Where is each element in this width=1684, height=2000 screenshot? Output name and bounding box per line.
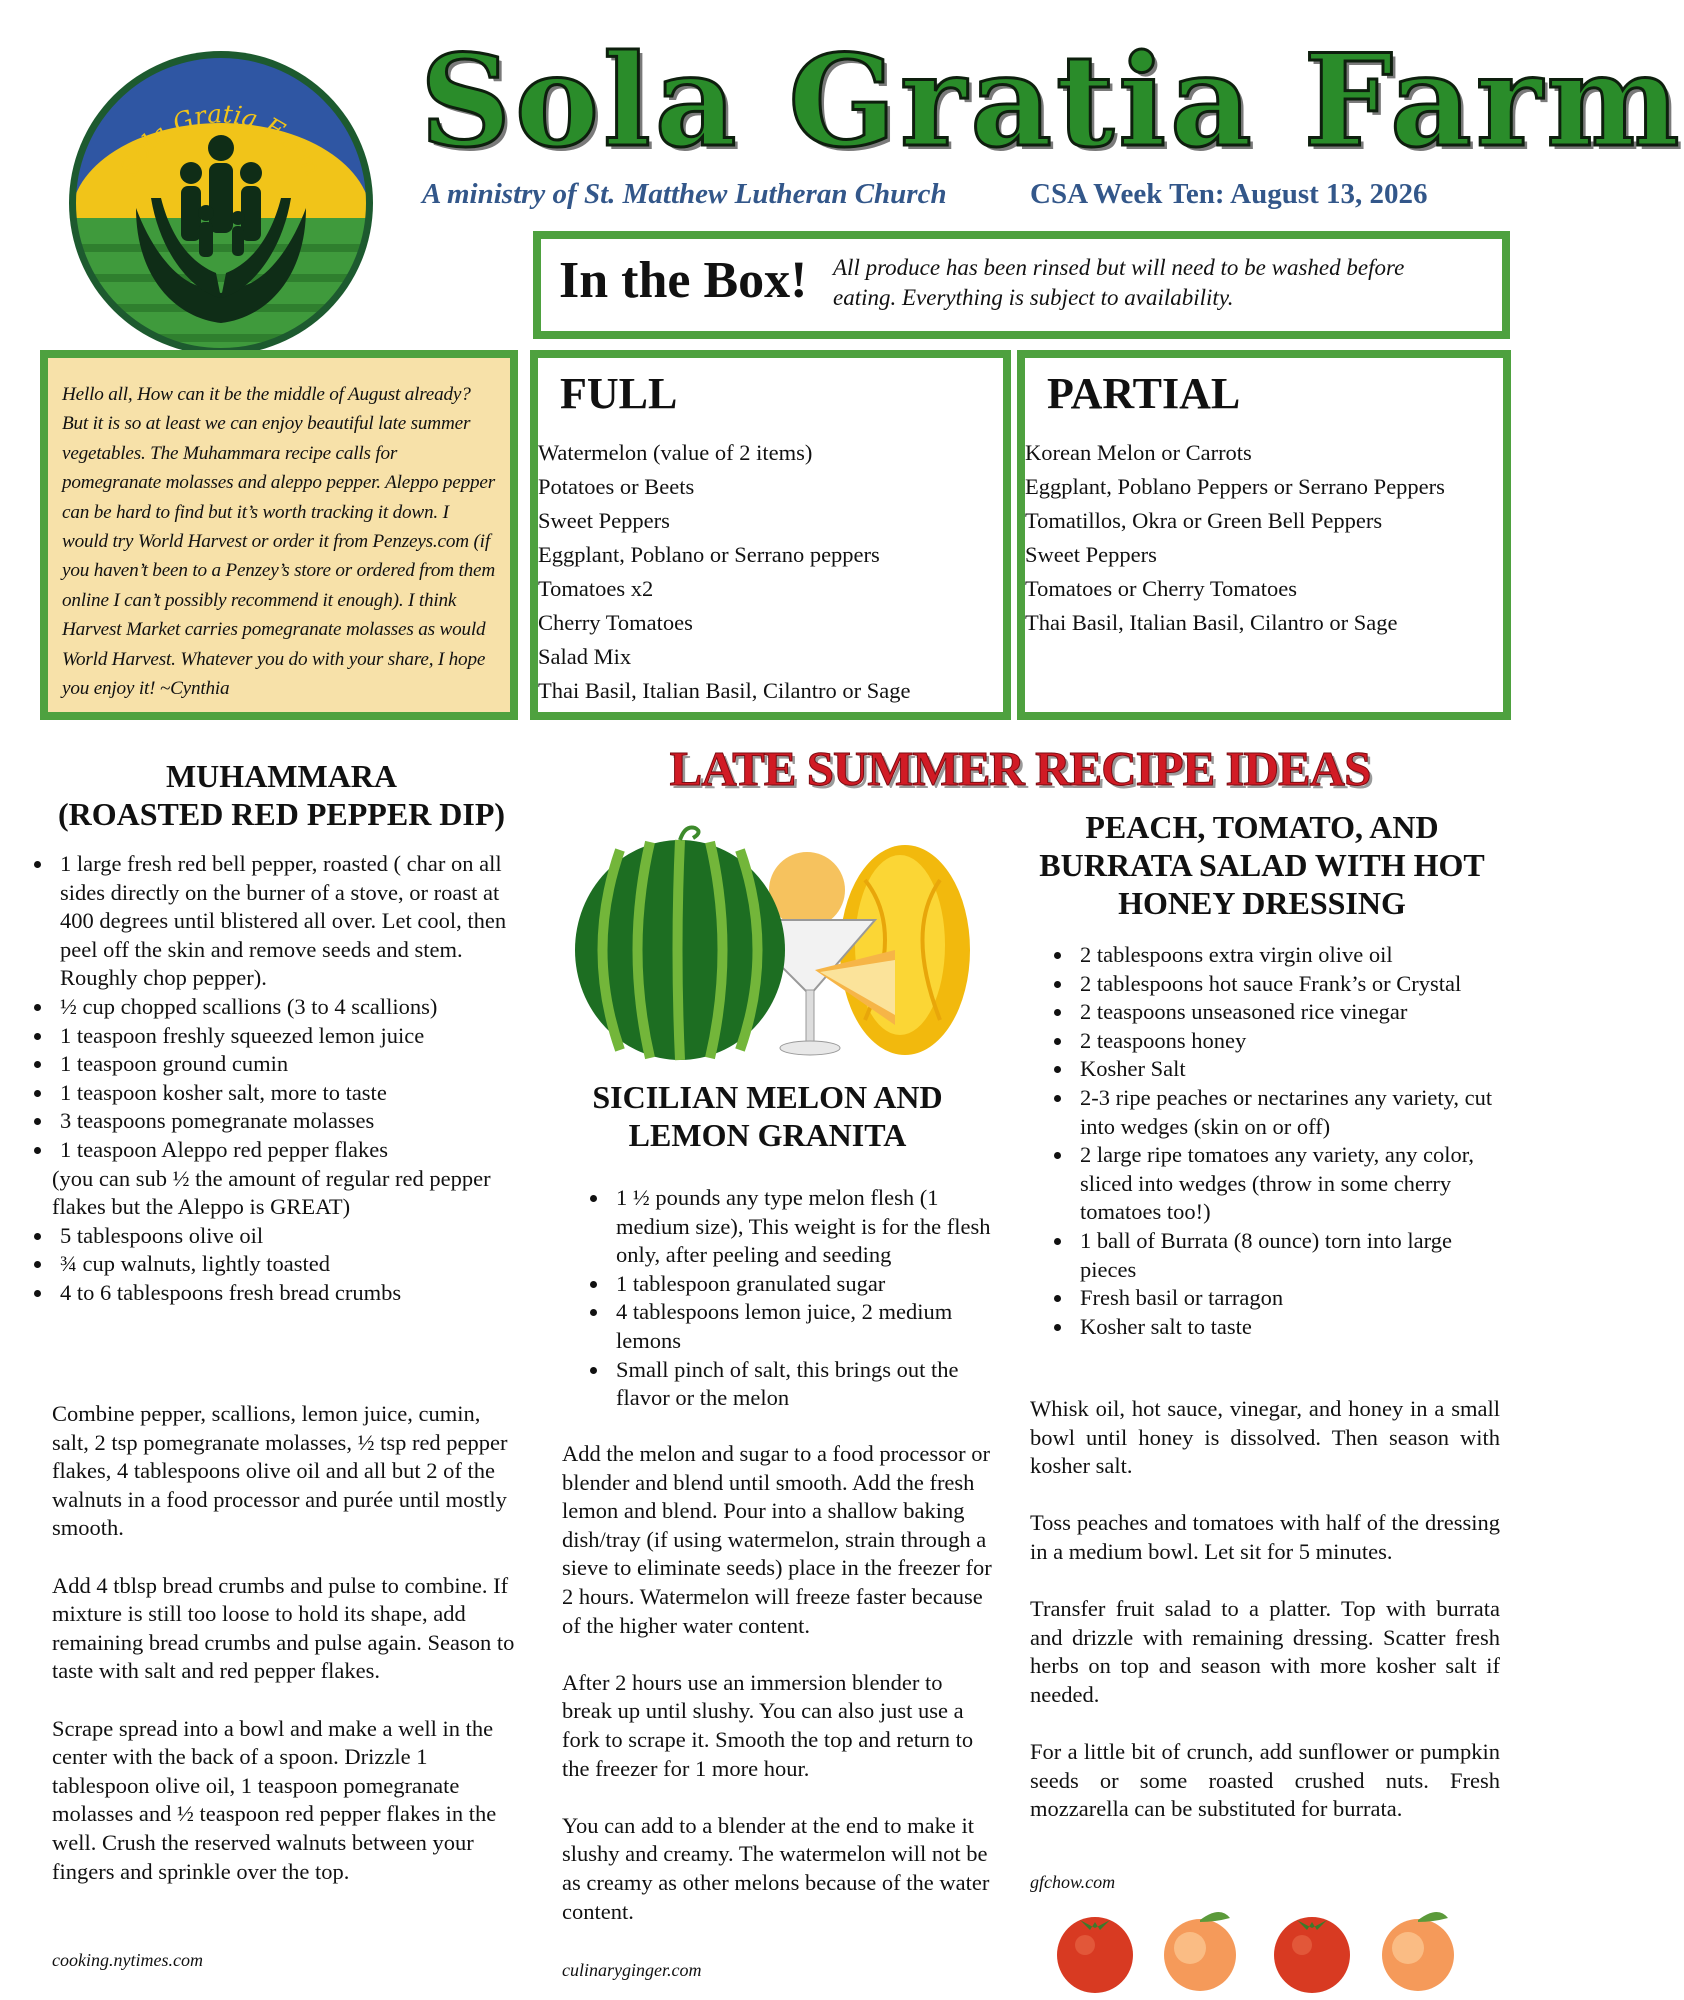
peach-salad-directions: [1030, 1395, 1500, 1824]
farm-logo: [66, 48, 376, 358]
muhammara-step: Combine pepper, scallions, lemon juice, cumin, salt, 2 tsp pomegranate molasses, ½ tsp red pepper flakes, 4 tablespoons olive oil and all but 2 of the walnuts in a food processor and purée until mostly smooth.: [52, 1401, 508, 1541]
peach-salad-step: Transfer fruit salad to a platter. Top with burrata and drizzle with remaining dressing. Scatter fresh herbs on top and season with more kosher salt if needed.: [1030, 1596, 1500, 1707]
granita-ingredients: [568, 1184, 998, 1413]
partial-share-item: Eggplant, Poblano Peppers or Serrano Peppers: [1025, 474, 1445, 499]
granita-source: culinaryginger.com: [562, 1960, 702, 1980]
granita-step: Add the melon and sugar to a food processor or blender and blend until smooth. Add the fresh lemon and blend. Pour into a shallow baking dish/tray (if using watermelon, strain through a sieve to eliminate seeds) place in the freezer for 2 hours. Watermelon will freeze faster because of the higher water content.: [562, 1441, 992, 1638]
csa-week-label: CSA Week Ten: August 13, 2026: [1030, 178, 1428, 210]
watermelon-icon: [575, 828, 785, 1061]
muhammara-step: Add 4 tblsp bread crumbs and pulse to combine. If mixture is still too loose to hold its shape, add remaining bread crumbs and pulse again. Season to taste with salt and red pepper flakes.: [52, 1572, 515, 1684]
full-share-panel: [530, 350, 1011, 720]
full-share-item: Eggplant, Poblano or Serrano peppers: [538, 542, 880, 567]
muhammara-ingredient: • 5 tablespoons olive oil: [54, 1222, 534, 1251]
farmer-note-panel: [40, 350, 518, 720]
peach-salad-title-line: HONEY DRESSING: [1118, 885, 1406, 921]
farmer-note-text: Hello all, How can it be the middle of August already? But it is so at least we can enjoy beautiful late summer vegetables. The Muhammara recipe calls for pomegranate molasses and aleppo pepper. Aleppo pepper can be hard to find but it’s worth tracking it down. I would try World Harvest or order it from Penzeys.com (if you haven’t been to a Penzey’s store or ordered from them online I can’t possibly recommend it enough). I think Harvest Market carries pomegranate molasses as would World Harvest. Whatever you do with your share, I hope you enjoy it! ~Cynthia: [62, 384, 496, 700]
granita-directions: [562, 1440, 992, 1926]
full-share-item: Salad Mix: [538, 644, 632, 669]
partial-share-item: Tomatillos, Okra or Green Bell Peppers: [1025, 508, 1383, 533]
granita-ingredient: • 4 tablespoons lemon juice, 2 medium lemons: [610, 1298, 998, 1355]
tomato-icon: [1274, 1917, 1350, 1993]
peach-salad-title: [992, 808, 1532, 922]
granita-step: After 2 hours use an immersion blender to break up until slushy. You can also just use a fork to scrape it. Smooth the top and return to the freezer for 1 more hour.: [562, 1669, 974, 1781]
melon-illustration: [565, 820, 990, 1070]
muhammara-title-line: (ROASTED RED PEPPER DIP): [57, 796, 506, 832]
muhammara-ingredients-note: (you can sub ½ the amount of regular red pepper flakes but the Aleppo is GREAT): [52, 1165, 491, 1220]
peach-salad-title-line: PEACH, TOMATO, AND: [1085, 809, 1439, 845]
peach-salad-ingredient: • 2 tablespoons extra virgin olive oil: [1074, 941, 1512, 970]
peach-salad-ingredient: • 2 large ripe tomatoes any variety, any color, sliced into wedges (throw in some cherry tomatoes too!): [1074, 1141, 1512, 1227]
tomato-icon: [1057, 1917, 1133, 1993]
in-the-box-title: In the Box!: [559, 252, 808, 309]
in-the-box-panel: [533, 231, 1510, 339]
muhammara-ingredient: • 4 to 6 tablespoons fresh bread crumbs: [54, 1279, 534, 1308]
partial-share-item: Korean Melon or Carrots: [1025, 440, 1252, 465]
muhammara-directions: [52, 1400, 522, 1886]
peach-salad-ingredient: • Fresh basil or tarragon: [1074, 1284, 1512, 1313]
peach-salad-ingredient: • 2 teaspoons honey: [1074, 1027, 1512, 1056]
yellow-melon-icon: [840, 845, 970, 1055]
partial-share-item: Sweet Peppers: [1025, 542, 1157, 567]
muhammara-ingredient: • 1 teaspoon freshly squeezed lemon juice: [54, 1022, 534, 1051]
muhammara-title-line: MUHAMMARA: [165, 758, 398, 794]
muhammara-ingredient: • 1 teaspoon ground cumin: [54, 1050, 534, 1079]
muhammara-step: Scrape spread into a bowl and make a well in the center with the back of a spoon. Drizzle 1 tablespoon olive oil, 1 teaspoon pomegranate molasses and ½ teaspoon red pepper flakes in the well. Crush the reserved walnuts between your fingers and sprinkle over the top.: [52, 1715, 497, 1884]
peach-salad-ingredients: [1032, 941, 1512, 1341]
peach-salad-step: Whisk oil, hot sauce, vinegar, and honey in a small bowl until honey is dissolved. Then season with kosher salt.: [1030, 1396, 1500, 1479]
granita-ingredient: • 1 ½ pounds any type melon flesh (1 medium size), This weight is for the flesh only, after peeling and seeding: [610, 1184, 998, 1270]
granita-ingredient: • Small pinch of salt, this brings out the flavor or the melon: [610, 1356, 998, 1413]
partial-share-list: [1025, 436, 1445, 640]
full-share-item: Potatoes or Beets: [538, 474, 695, 499]
peach-salad-ingredient: • Kosher salt to taste: [1074, 1313, 1512, 1342]
full-share-item: Sweet Peppers: [538, 508, 670, 533]
peach-salad-step: Toss peaches and tomatoes with half of the dressing in a medium bowl. Let sit for 5 minutes.: [1030, 1510, 1500, 1564]
muhammara-ingredient: • 3 teaspoons pomegranate molasses: [54, 1107, 534, 1136]
partial-share-item: Thai Basil, Italian Basil, Cilantro or Sage: [1025, 610, 1398, 635]
granita-title-line: SICILIAN MELON AND: [592, 1079, 943, 1115]
muhammara-ingredient: • 1 large fresh red bell pepper, roasted ( char on all sides directly on the burner of a stove, or roast at 400 degrees until blistered all over. Let cool, then peel off the skin and remove seeds and stem. Roughly chop pepper).: [54, 850, 534, 993]
muhammara-ingredient: • 1 teaspoon Aleppo red pepper flakes: [54, 1136, 534, 1165]
recipe-section-title: LATE SUMMER RECIPE IDEAS: [669, 741, 1371, 796]
peach-salad-ingredient: • 2 teaspoons unseasoned rice vinegar: [1074, 998, 1512, 1027]
peach-salad-source: gfchow.com: [1030, 1872, 1116, 1892]
full-share-title: FULL: [560, 369, 678, 418]
peach-icon: [1382, 1912, 1454, 1991]
in-the-box-note: All produce has been rinsed but will need to be washed before eating. Everything is subject to availability.: [833, 255, 1405, 310]
page-title: Sola Gratia Farm: [420, 27, 1684, 175]
muhammara-ingredient: • ¾ cup walnuts, lightly toasted: [54, 1250, 534, 1279]
muhammara-title: [14, 757, 549, 833]
full-share-item: Watermelon (value of 2 items): [538, 440, 813, 465]
muhammara-ingredients: [54, 850, 534, 1308]
peach-salad-ingredient: • 2-3 ripe peaches or nectarines any variety, cut into wedges (skin on or off): [1074, 1084, 1512, 1141]
peach-salad-ingredient: • Kosher Salt: [1074, 1055, 1512, 1084]
granita-step: You can add to a blender at the end to make it slushy and creamy. The watermelon will not be as creamy as other melons because of the water content.: [562, 1812, 990, 1924]
muhammara-ingredient: • ½ cup chopped scallions (3 to 4 scallions): [54, 993, 534, 1022]
partial-share-title: PARTIAL: [1047, 369, 1241, 418]
peach-icon: [1164, 1912, 1236, 1991]
full-share-item: Tomatoes x2: [538, 576, 654, 601]
full-share-list: [538, 436, 910, 708]
granita-ingredient: • 1 tablespoon granulated sugar: [610, 1270, 998, 1299]
full-share-item: Cherry Tomatoes: [538, 610, 693, 635]
fruit-illustrations: [1050, 1900, 1470, 1995]
partial-share-item: Tomatoes or Cherry Tomatoes: [1025, 576, 1297, 601]
peach-salad-title-line: BURRATA SALAD WITH HOT: [1039, 847, 1485, 883]
ministry-subtitle: A ministry of St. Matthew Lutheran Church: [422, 178, 947, 210]
peach-salad-step: For a little bit of crunch, add sunflower or pumpkin seeds or some roasted crushed nuts. Fresh mozzarella can be substituted for burrata.: [1030, 1739, 1500, 1822]
peach-salad-ingredient: • 1 ball of Burrata (8 ounce) torn into large pieces: [1074, 1227, 1512, 1284]
muhammara-source: cooking.nytimes.com: [52, 1950, 203, 1970]
full-share-item: Thai Basil, Italian Basil, Cilantro or Sage: [538, 678, 911, 703]
peach-salad-ingredient: • 2 tablespoons hot sauce Frank’s or Crystal: [1074, 970, 1512, 999]
granita-title: [550, 1078, 985, 1154]
logo-text: Sola Gratia Farm: [114, 99, 328, 181]
partial-share-panel: [1017, 350, 1511, 720]
granita-title-line: LEMON GRANITA: [628, 1117, 907, 1153]
muhammara-ingredient: • 1 teaspoon kosher salt, more to taste: [54, 1079, 534, 1108]
